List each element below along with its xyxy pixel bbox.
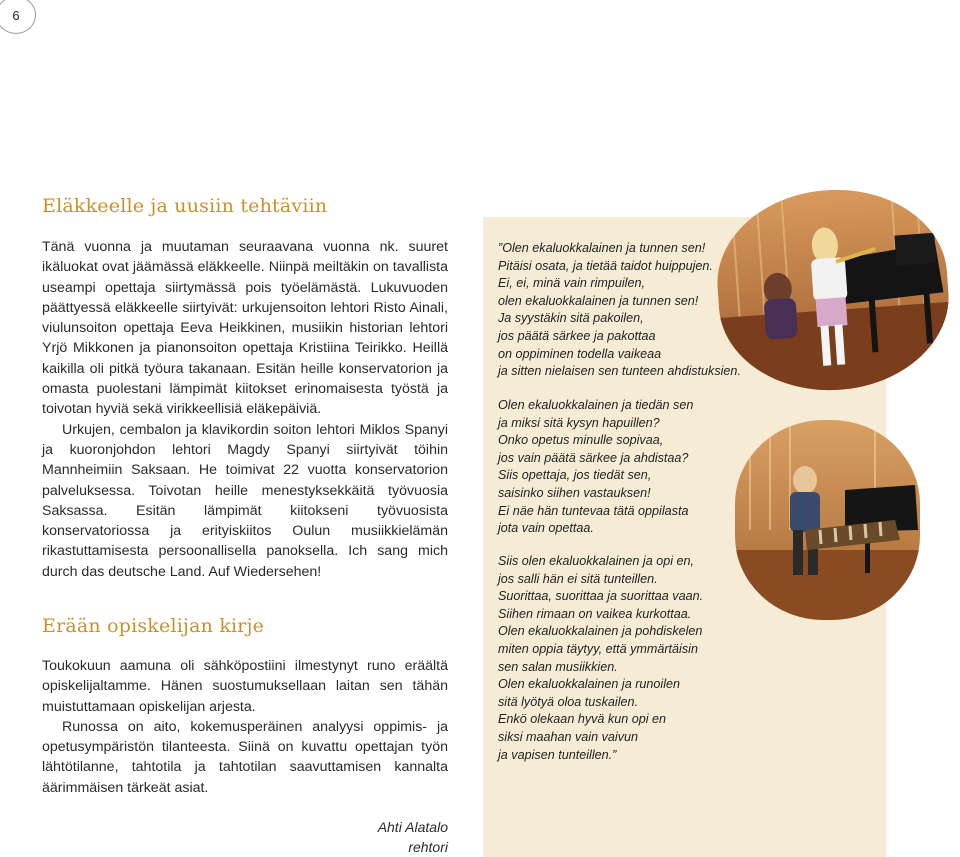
poem-line: Olen ekaluokkalainen ja pohdiskelen — [498, 624, 703, 639]
poem-line: saisinko siihen vastauksen! — [498, 485, 651, 500]
paragraph: Tänä vuonna ja muutaman seuraavana vuonna nk. suuret ikäluokat ovat jäämässä eläkkeelle. Niinpä meiltäkin on tavallista useampi opettaja siirtymässä pois työelämästä. Lukuvuoden päättyessä eläkkeelle siirtyivät: urkujensoiton lehtori Risto Ainali, viulunsoiton opettaja Eeva Heikkinen, musiikin historian lehtori Yrjö Mikkonen ja pianonsoiton opettaja Kristiina Teirikko. Heillä kaikilla oli pitkä työura takanaan. Esitän heille konservatorion ja omasta puolestani lämpimät kiitokset erinomaisesta työstä ja toivotan hyviä sekä virikkeellisiä eläkepäiviä. — [42, 239, 448, 418]
poem-stanza-3 — [498, 553, 703, 764]
page-number-badge — [0, 0, 36, 34]
poem-line: on oppiminen todella vaikeaa — [498, 346, 662, 361]
poem-line: Suorittaa, suorittaa ja suorittaa vaan. — [498, 589, 704, 604]
poem-line: ja sitten nielaisen sen tunteen ahdistuksien. — [498, 364, 741, 379]
poem-line: siksi maahan vain vaivun — [498, 729, 639, 744]
signature-title: rehtori — [408, 839, 448, 855]
page-number: 6 — [12, 7, 20, 23]
poem-line: sitä lyötyä oloa tuskailen. — [498, 694, 639, 709]
poem-line: Olen ekaluokkalainen ja runoilen — [498, 677, 681, 692]
poem-line: Ja syystäkin sitä pakoilen, — [498, 311, 644, 326]
poem-line: ”Olen ekaluokkalainen ja tunnen sen! — [498, 241, 706, 255]
section-heading-student-letter: Erään opiskelijan kirje — [42, 615, 265, 637]
section-body-retirement — [42, 237, 448, 582]
poem-stanza-2 — [498, 397, 693, 538]
signature — [378, 817, 448, 857]
poem-stanza-1 — [498, 240, 741, 381]
poem-line: Siihen rimaan on vaikea kurkottaa. — [498, 606, 692, 621]
poem-line: Onko opetus minulle sopivaa, — [498, 433, 664, 448]
poem-line: jos vain päätä särkee ja ahdistaa? — [498, 450, 689, 465]
paragraph: Runossa on aito, kokemusperäinen analyysi oppimis- ja opetusympäristön tilanteesta. Siinä on kuvattu opettajan työn lähtötilanne, tahtotila ja tahtotilan saavuttamisen kannalta äärimmäisen tärkeät asiat. — [42, 718, 448, 796]
poem-line: ja miksi sitä kysyn hapuillen? — [498, 415, 660, 430]
poem-line: Enkö olekaan hyvä kun opi en — [498, 712, 667, 727]
poem-line: Olen ekaluokkalainen ja tiedän sen — [498, 398, 694, 412]
poem-line: sen salan musiikkien. — [498, 659, 618, 674]
photo-boy-xylophone — [735, 420, 920, 620]
poem-line: Pitäisi osata, ja tietää taidot huippujen. — [498, 258, 713, 273]
poem-line: jos päätä särkee ja pakottaa — [498, 328, 656, 343]
paragraph: Toukokuun aamuna oli sähköpostiini ilmestynyt runo eräältä opiskelijaltamme. Hänen suostumuksellaan laitan sen tähän muistuttamaan opiskelijan arjesta. — [42, 658, 448, 715]
poem-line: Ei näe hän tuntevaa tätä oppilasta — [498, 503, 689, 518]
poem-line: ja vapisen tunteillen.” — [498, 747, 617, 762]
poem-line: Siis olen ekaluokkalainen ja opi en, — [498, 554, 695, 568]
poem-line: miten oppia täytyy, että ymmärtäisin — [498, 641, 698, 656]
poem-line: jota vain opettaa. — [498, 521, 594, 536]
poem-line: olen ekaluokkalainen ja tunnen sen! — [498, 293, 699, 308]
poem-line: Siis opettaja, jos tiedät sen, — [498, 468, 652, 483]
section-heading-retirement: Eläkkeelle ja uusiin tehtäviin — [42, 195, 328, 217]
signature-name: Ahti Alatalo — [377, 819, 448, 835]
poem-line: Ei, ei, minä vain rimpuilen, — [498, 276, 645, 291]
poem-line: jos salli hän ei sitä tunteillen. — [498, 571, 658, 586]
section-body-student-letter — [42, 656, 448, 798]
paragraph: Urkujen, cembalon ja klavikordin soiton lehtori Miklos Spanyi ja kuoronjohdon lehtori Magdy Spanyi siirtyivät töihin Mannheimiin Saksaan. He toimivat 22 vuotta konservatorion palveluksessa. Toivotan heille menestyksekkäitä työvuosia Saksassa. Esitän lämpimät kiitokseni työvuosista konservatoriossa ja erityiskiitos Oulun musiikkielämän rikastuttamisesta persoonallisella panoksella. Ich sang mich durch das deutsche Land. Auf Wiedersehen! — [42, 421, 448, 580]
